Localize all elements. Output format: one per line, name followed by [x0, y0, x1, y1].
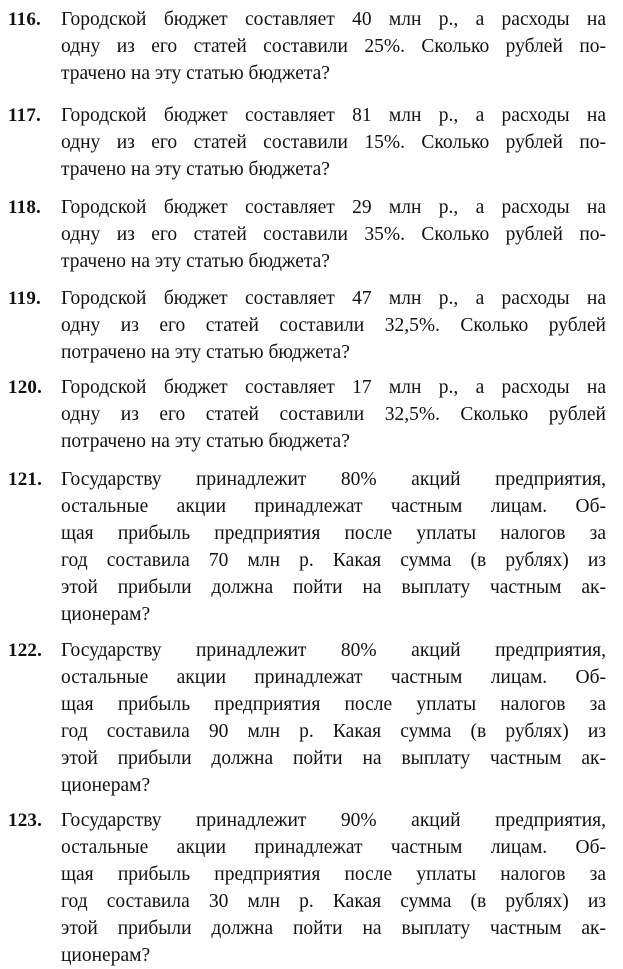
problem-line: трачено на эту статью бюджета? [61, 63, 330, 84]
problem-number: 123. [8, 810, 43, 831]
problem-line: одну из его статей составили 25%. Сколько рублей по- [61, 36, 606, 57]
problem-line: Городской бюджет составляет 81 млн р., а расходы на [61, 105, 606, 126]
problem-line: одну из его статей составили 35%. Сколько рублей по- [61, 224, 606, 245]
problem-line: одну из его статей составили 32,5%. Сколько рублей [61, 315, 606, 336]
problem-line: Государству принадлежит 90% акций предприятия, [61, 810, 606, 831]
problem-line: потрачено на эту статью бюджета? [61, 431, 350, 452]
problem-line: одну из его статей составили 32,5%. Сколько рублей [61, 404, 606, 425]
problem-number: 120. [8, 377, 43, 398]
problem-line: Городской бюджет составляет 40 млн р., а расходы на [61, 9, 606, 30]
problem-line: ционерам? [61, 945, 151, 966]
problem-text [61, 807, 606, 969]
problem-line: одну из его статей составили 15%. Сколько рублей по- [61, 132, 606, 153]
problem-line: год составила 90 млн р. Какая сумма (в рублях) из [61, 721, 606, 742]
problem-line: трачено на эту статью бюджета? [61, 251, 330, 272]
problem-line: потрачено на эту статью бюджета? [61, 342, 350, 363]
problem-line: год составила 30 млн р. Какая сумма (в рублях) из [61, 891, 606, 912]
problem-line: год составила 70 млн р. Какая сумма (в рублях) из [61, 550, 606, 571]
problem-line: остальные акции принадлежат частным лицам. Об- [61, 667, 606, 688]
problem-line: Государству принадлежит 80% акций предприятия, [61, 469, 606, 490]
problem-line: этой прибыли должна пойти на выплату частным ак- [61, 577, 606, 598]
problem-line: этой прибыли должна пойти на выплату частным ак- [61, 748, 606, 769]
problem-number: 121. [8, 469, 43, 490]
problem-text [61, 6, 606, 87]
problem-text [61, 637, 606, 799]
problem-line: щая прибыль предприятия после уплаты налогов за [61, 523, 606, 544]
problem-line: Государству принадлежит 80% акций предприятия, [61, 640, 606, 661]
problem-line: ционерам? [61, 604, 151, 625]
problem-line: Городской бюджет составляет 29 млн р., а расходы на [61, 197, 606, 218]
problem-text [61, 285, 606, 366]
problem-line: Городской бюджет составляет 17 млн р., а расходы на [61, 377, 606, 398]
problem-line: этой прибыли должна пойти на выплату частным ак- [61, 918, 606, 939]
problem-text [61, 374, 606, 455]
problem-text [61, 466, 606, 628]
problem-number: 117. [8, 105, 42, 126]
problem-line: остальные акции принадлежат частным лицам. Об- [61, 496, 606, 517]
problem-line: щая прибыль предприятия после уплаты налогов за [61, 864, 606, 885]
problem-line: Городской бюджет составляет 47 млн р., а расходы на [61, 288, 606, 309]
problem-line: ционерам? [61, 775, 151, 796]
problem-text [61, 102, 606, 183]
problem-text [61, 194, 606, 275]
problem-number: 119. [8, 288, 42, 309]
problem-number: 118. [8, 197, 42, 218]
problem-line: трачено на эту статью бюджета? [61, 159, 330, 180]
problem-number: 122. [8, 640, 43, 661]
problem-line: остальные акции принадлежат частным лицам. Об- [61, 837, 606, 858]
problem-number: 116. [8, 9, 42, 30]
problem-line: щая прибыль предприятия после уплаты налогов за [61, 694, 606, 715]
